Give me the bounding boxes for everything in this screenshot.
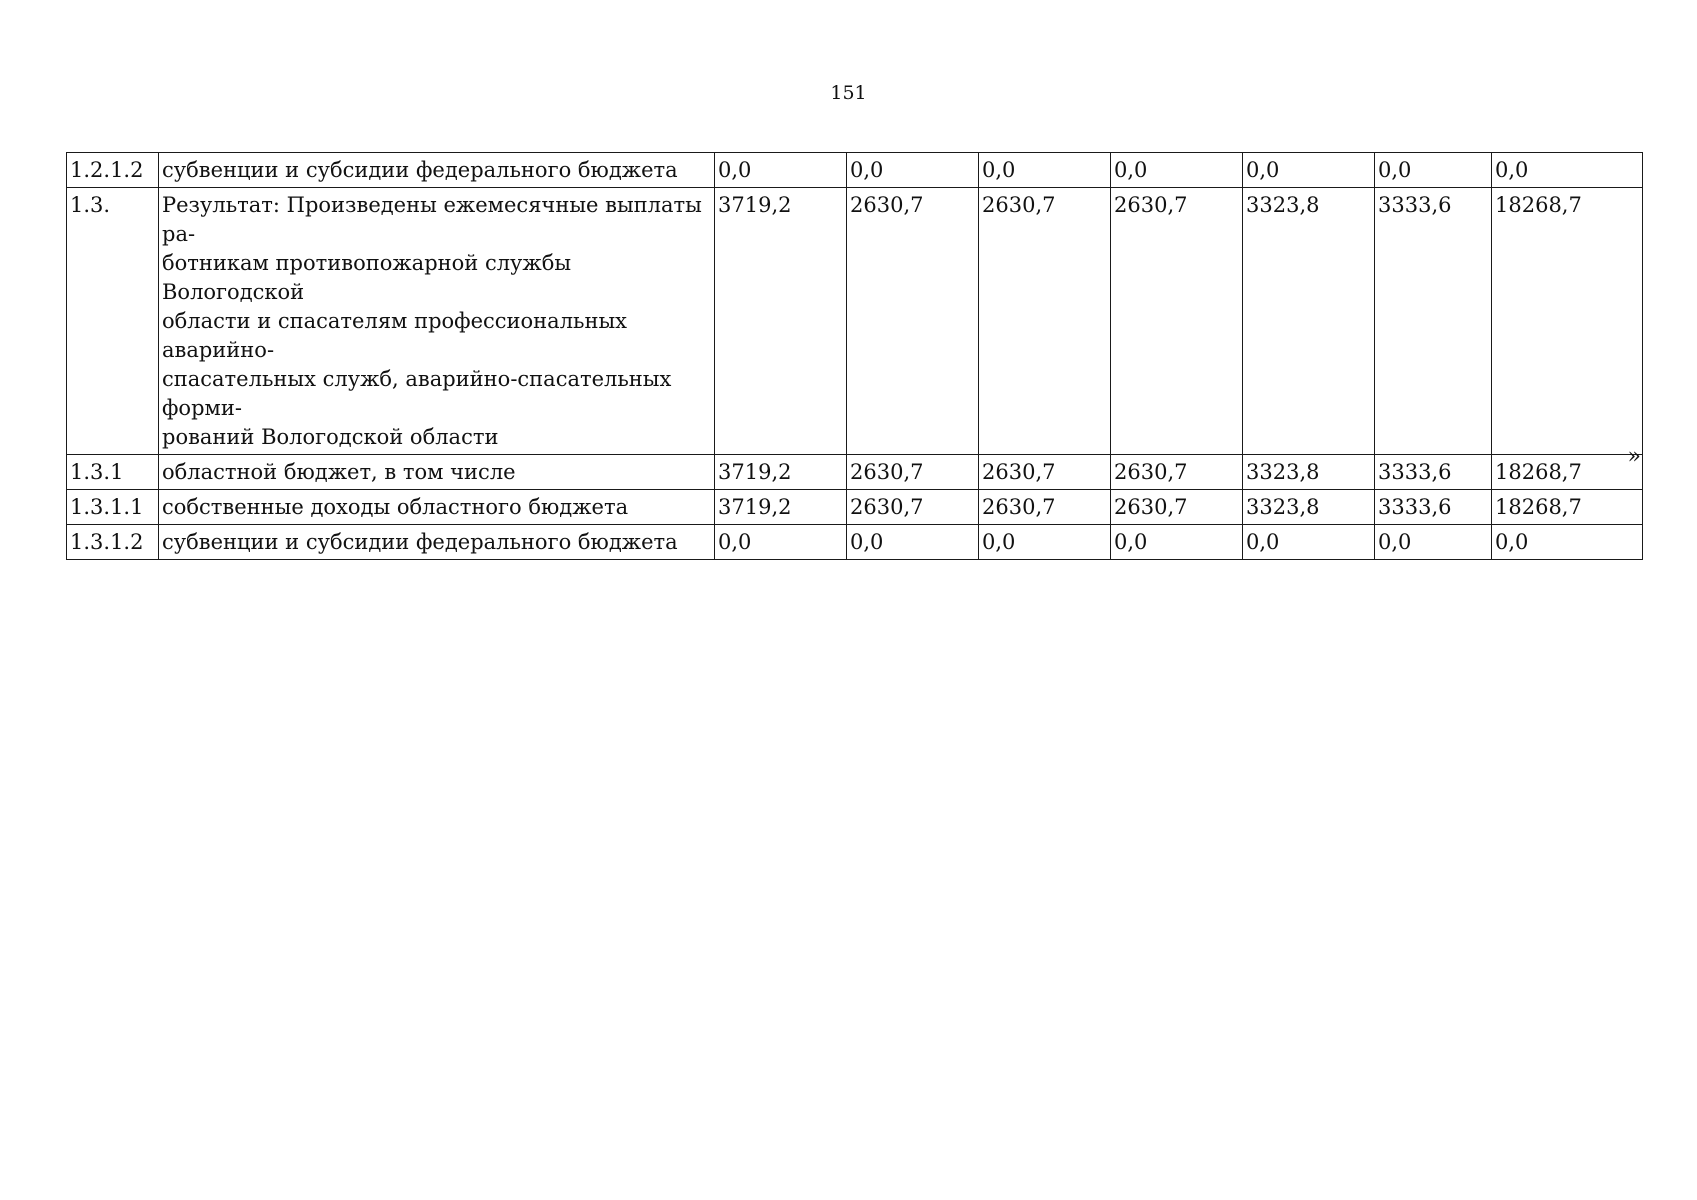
description-line: субвенции и субсидии федерального бюджета [162,158,678,182]
row-description [159,490,715,525]
total-cell: 18268,7 [1492,188,1643,455]
budget-table [66,152,1643,560]
total-cell: 18268,7 [1492,490,1643,525]
table-row [67,153,1643,188]
table-row [67,188,1643,455]
row-description [159,188,715,455]
value-cell: 0,0 [1243,525,1375,560]
value-cell: 2630,7 [1111,188,1243,455]
value-cell: 3719,2 [715,455,847,490]
total-cell: 0,0 [1492,525,1643,560]
page-number: 151 [830,82,867,104]
value-cell: 0,0 [1375,525,1492,560]
value-cell: 0,0 [847,153,979,188]
total-cell: 18268,7 [1492,455,1643,490]
value-cell: 2630,7 [979,490,1111,525]
description-line: субвенции и субсидии федерального бюджета [162,530,678,554]
value-cell: 0,0 [1375,153,1492,188]
value-cell: 2630,7 [1111,490,1243,525]
description-line: рований Вологодской области [162,425,499,449]
value-cell: 0,0 [1111,525,1243,560]
closing-quote-mark: » [1627,444,1641,469]
value-cell: 0,0 [1111,153,1243,188]
value-cell: 2630,7 [1111,455,1243,490]
value-cell: 2630,7 [847,490,979,525]
table-row [67,455,1643,490]
row-description [159,525,715,560]
table-row [67,490,1643,525]
value-cell: 3323,8 [1243,455,1375,490]
value-cell: 3323,8 [1243,188,1375,455]
description-line: спасательных служб, аварийно-спасательных форми- [162,367,672,420]
value-cell: 2630,7 [979,188,1111,455]
value-cell: 3323,8 [1243,490,1375,525]
value-cell: 0,0 [715,153,847,188]
row-code: 1.2.1.2 [67,153,159,188]
value-cell: 2630,7 [979,455,1111,490]
value-cell: 3719,2 [715,490,847,525]
row-description [159,153,715,188]
total-cell: 0,0 [1492,153,1643,188]
value-cell: 0,0 [847,525,979,560]
table-row [67,525,1643,560]
row-code: 1.3. [67,188,159,455]
description-line: области и спасателям профессиональных аварийно- [162,309,628,362]
value-cell: 3333,6 [1375,455,1492,490]
value-cell: 2630,7 [847,188,979,455]
value-cell: 3333,6 [1375,188,1492,455]
row-description [159,455,715,490]
row-code: 1.3.1 [67,455,159,490]
description-line: собственные доходы областного бюджета [162,495,629,519]
value-cell: 0,0 [1243,153,1375,188]
value-cell: 0,0 [979,525,1111,560]
value-cell: 2630,7 [847,455,979,490]
value-cell: 0,0 [979,153,1111,188]
value-cell: 0,0 [715,525,847,560]
row-code: 1.3.1.1 [67,490,159,525]
row-code: 1.3.1.2 [67,525,159,560]
description-line: ботникам противопожарной службы Вологодской [162,251,572,304]
description-line: Результат: Произведены ежемесячные выплаты ра- [162,193,702,246]
description-line: областной бюджет, в том числе [162,460,516,484]
value-cell: 3719,2 [715,188,847,455]
value-cell: 3333,6 [1375,490,1492,525]
